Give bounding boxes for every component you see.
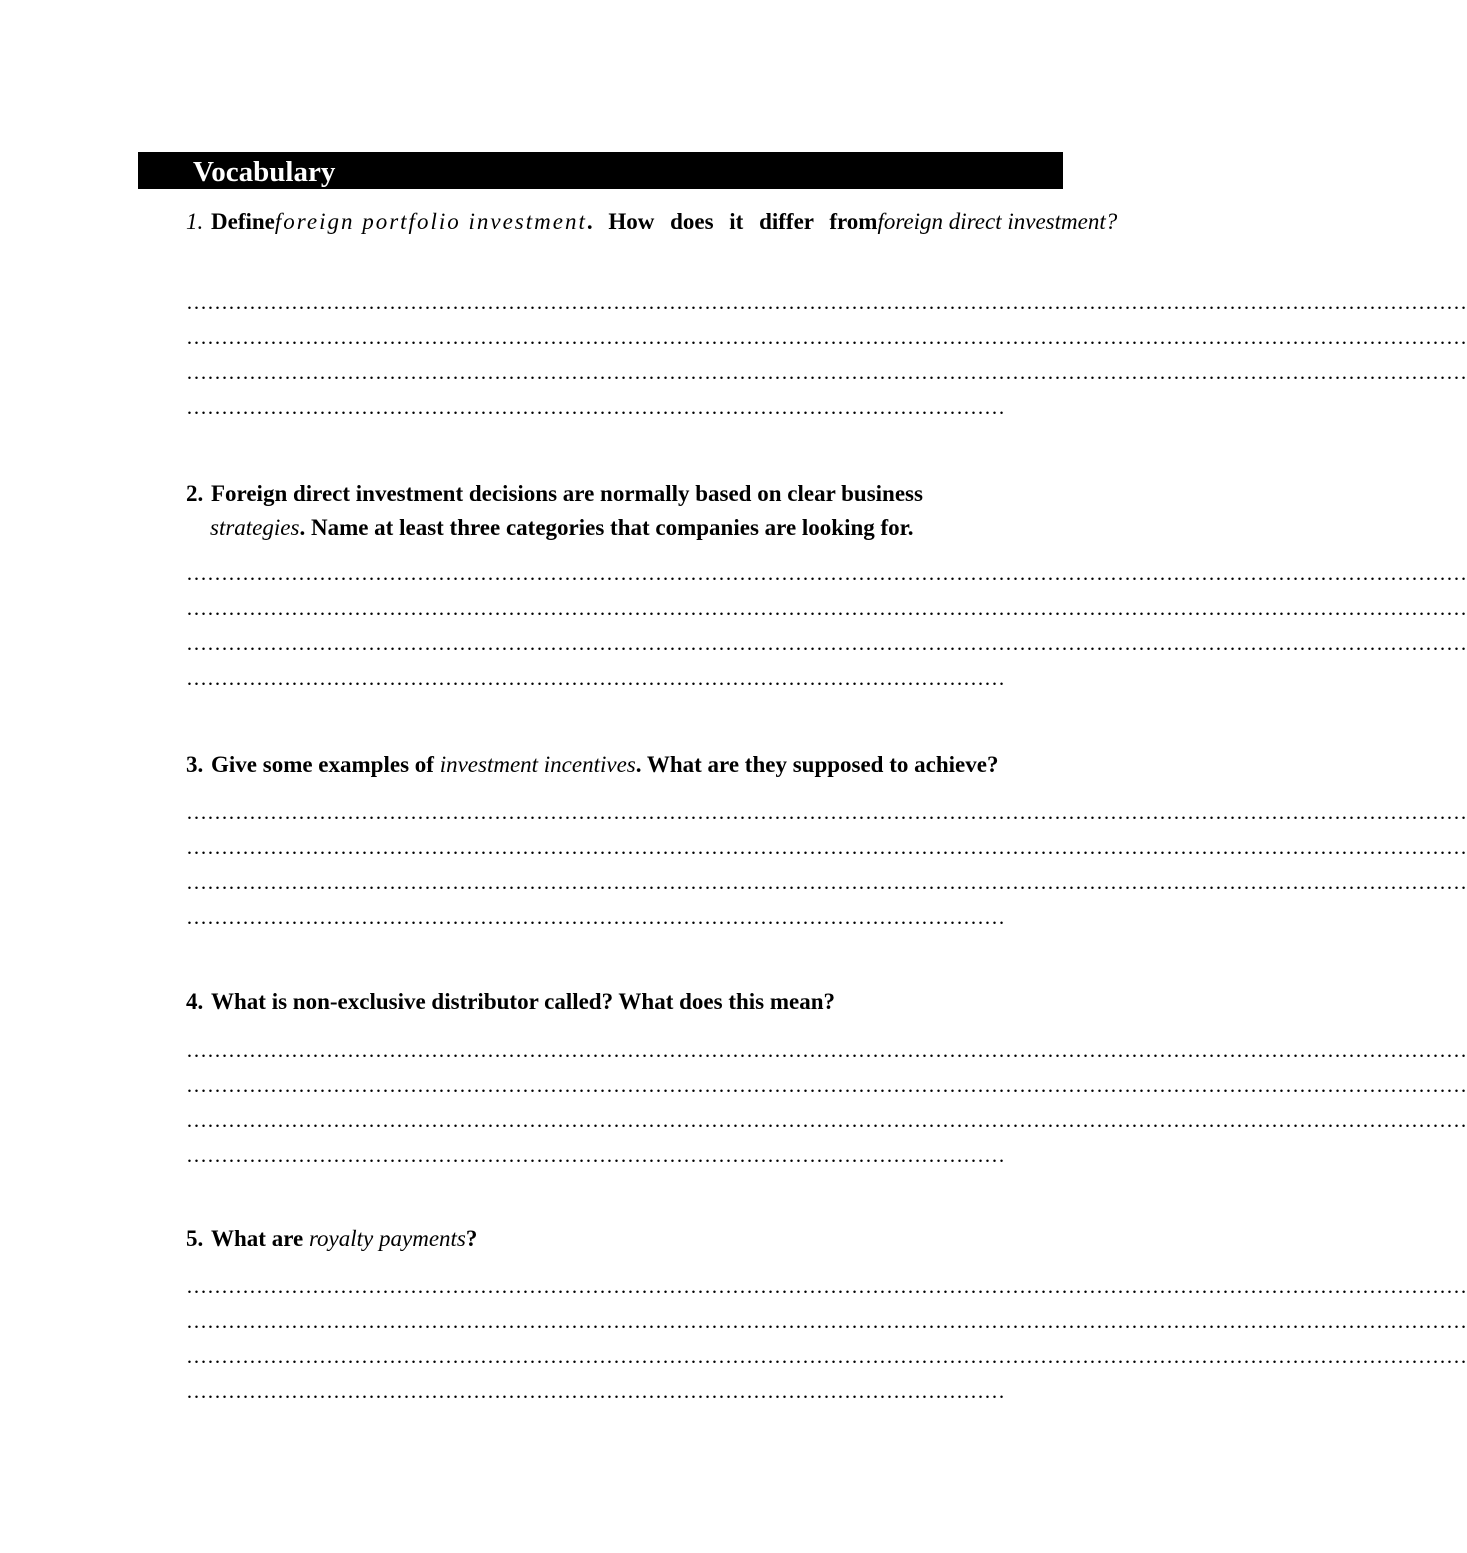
question-text: Define [211, 209, 275, 234]
answer-line: ………………………………………………………………………………………………………………………………………………………………… [186, 1274, 1467, 1298]
question-term: foreign portfolio investment [274, 209, 587, 234]
answer-line: ……………………………………………………………………………………………………… [186, 1379, 1005, 1403]
question-text: . How does it differ from [586, 209, 878, 234]
answer-line: ……………………………………………………………………………………………………… [186, 905, 1005, 929]
answer-line: ………………………………………………………………………………………………………………………………………………………………… [186, 290, 1467, 314]
question-text: ? [465, 1226, 478, 1251]
answer-line: ………………………………………………………………………………………………………………………………………………………………… [186, 1344, 1467, 1368]
answer-line: ………………………………………………………………………………………………………………………………………………………………… [186, 561, 1467, 585]
answer-line: ………………………………………………………………………………………………………………………………………………………………… [186, 1108, 1467, 1132]
section-title: Vocabulary [193, 156, 336, 188]
section-header [138, 152, 1063, 189]
answer-area-2[interactable] [186, 556, 1467, 696]
question-2 [186, 477, 1052, 545]
question-text: What are [211, 1226, 304, 1251]
question-term: strategies [210, 515, 300, 540]
answer-area-5[interactable] [186, 1269, 1467, 1409]
question-term: royalty payments [308, 1226, 466, 1251]
question-number: 2. [186, 481, 204, 506]
answer-line: ………………………………………………………………………………………………………………………………………………………………… [186, 1073, 1467, 1097]
answer-line: ………………………………………………………………………………………………………………………………………………………………… [186, 596, 1467, 620]
question-text: . What are they supposed to achieve? [635, 752, 999, 777]
answer-line: ………………………………………………………………………………………………………………………………………………………………… [186, 870, 1467, 894]
answer-line: ………………………………………………………………………………………………………………………………………………………………… [186, 1038, 1467, 1062]
answer-line: ………………………………………………………………………………………………………………………………………………………………… [186, 325, 1467, 349]
question-4 [186, 985, 1052, 1019]
question-text: . Name at least three categories that companies are looking for. [299, 515, 914, 540]
answer-line: ……………………………………………………………………………………………………… [186, 395, 1005, 419]
question-3 [186, 748, 1052, 782]
answer-line: ……………………………………………………………………………………………………… [186, 1143, 1005, 1167]
question-number: 3. [186, 752, 204, 777]
question-number: 1. [186, 209, 204, 234]
question-5 [186, 1222, 1052, 1256]
question-text: What is non-exclusive distributor called? What does this mean? [211, 989, 836, 1014]
answer-area-4[interactable] [186, 1033, 1467, 1173]
question-number: 5. [186, 1226, 204, 1251]
question-term: foreign direct investment? [877, 209, 1118, 234]
question-1-line-1 [186, 205, 1118, 239]
question-text: Give some examples of [211, 752, 434, 777]
answer-line: ………………………………………………………………………………………………………………………………………………………………… [186, 835, 1467, 859]
question-text: Foreign direct investment decisions are normally based on clear business [211, 481, 923, 506]
question-1 [186, 205, 1118, 239]
answer-line: ………………………………………………………………………………………………………………………………………………………………… [186, 1309, 1467, 1333]
answer-line: ………………………………………………………………………………………………………………………………………………………………… [186, 360, 1467, 384]
question-term: investment incentives [439, 752, 636, 777]
answer-line: ………………………………………………………………………………………………………………………………………………………………… [186, 800, 1467, 824]
answer-area-3[interactable] [186, 795, 1467, 935]
answer-line: ……………………………………………………………………………………………………… [186, 666, 1005, 690]
answer-area-1[interactable] [186, 285, 1467, 425]
answer-line: ………………………………………………………………………………………………………………………………………………………………… [186, 631, 1467, 655]
question-number: 4. [186, 989, 204, 1014]
